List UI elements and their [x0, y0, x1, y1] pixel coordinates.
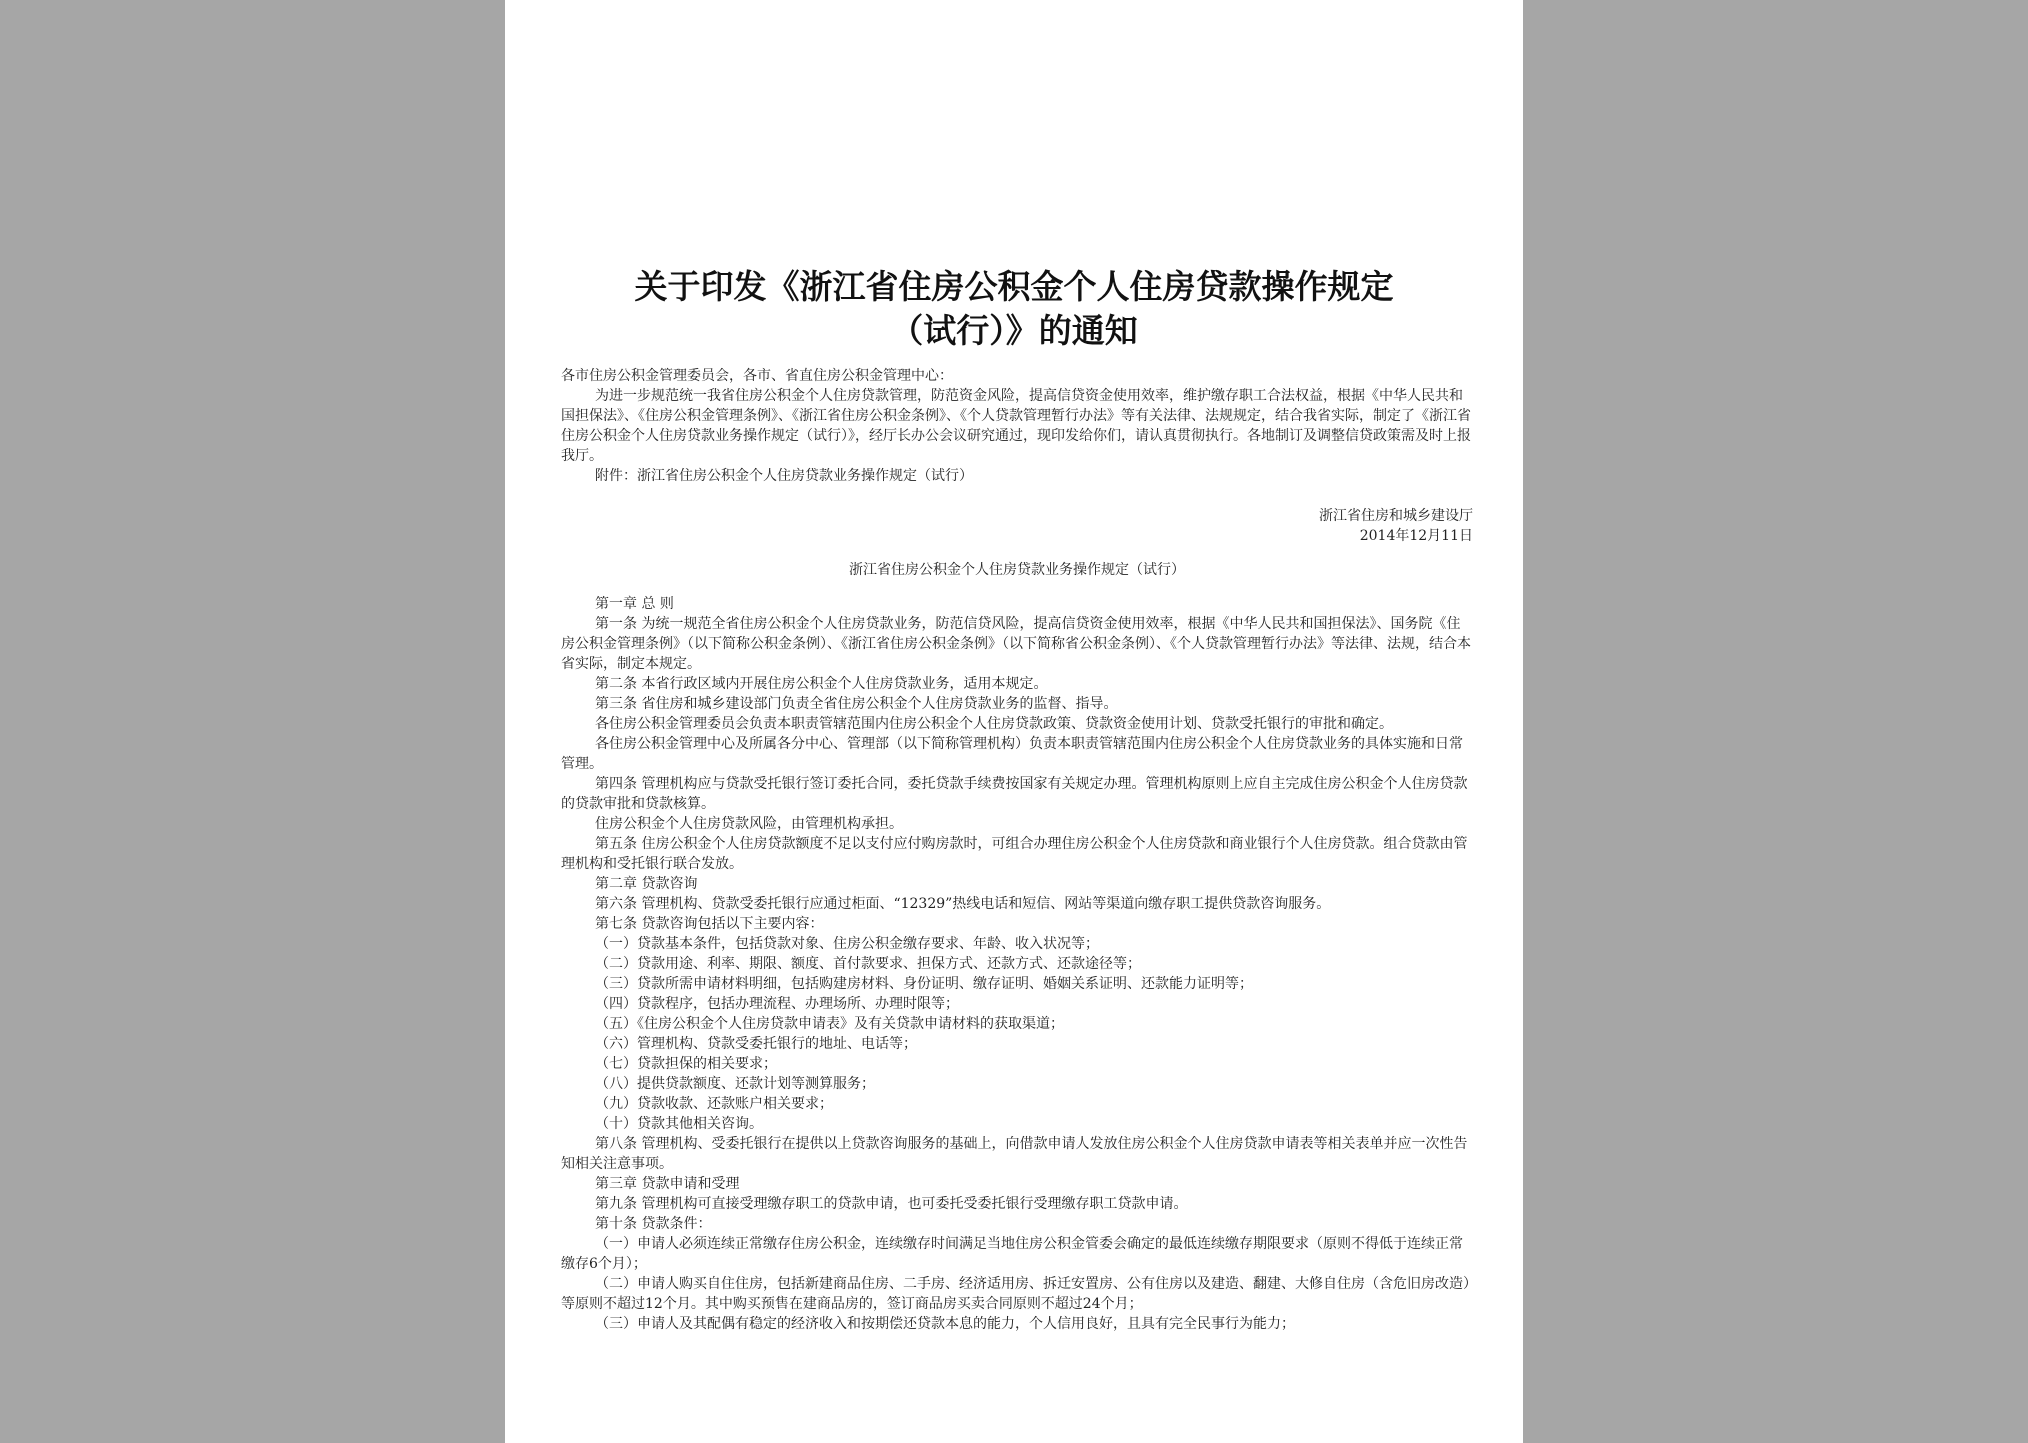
rules-paragraph: 第八条 管理机构、受委托银行在提供以上贷款咨询服务的基础上，向借款申请人发放住房公积金个人住房贷款申请表等相关表单并应一次性告知相关注意事项。	[561, 1136, 1468, 1172]
rules-paragraph: 各住房公积金管理中心及所属各分中心、管理部（以下简称管理机构）负责本职责管辖范围内住房公积金个人住房贷款业务的具体实施和日常管理。	[561, 736, 1463, 772]
rules-paragraph: 第四条 管理机构应与贷款受托银行签订委托合同，委托贷款手续费按国家有关规定办理。管理机构原则上应自主完成住房公积金个人住房贷款的贷款审批和贷款核算。	[561, 776, 1468, 812]
rules-list-item: （四）贷款程序，包括办理流程、办理场所、办理时限等；	[595, 996, 959, 1012]
notice-issuer: 浙江省住房和城乡建设厅	[1319, 508, 1473, 524]
rules-paragraph: 第一章 总 则	[595, 596, 674, 612]
rules-paragraph: 第六条 管理机构、贷款受委托银行应通过柜面、“12329”热线电话和短信、网站等渠道向缴存职工提供贷款咨询服务。	[595, 896, 1331, 912]
rules-paragraph: 第十条 贷款条件：	[595, 1216, 712, 1232]
rules-list-item: （九）贷款收款、还款账户相关要求；	[595, 1096, 833, 1112]
document-body	[561, 366, 1473, 1334]
document-title-line-2: （试行）》的通知	[890, 311, 1138, 350]
notice-paragraph: 为进一步规范统一我省住房公积金个人住房贷款管理，防范资金风险，提高信贷资金使用效率，维护缴存职工合法权益，根据《中华人民共和国担保法》、《住房公积金管理条例》、《浙江省住房公积金条例》、《个人贷款管理暂行办法》等有关法律、法规规定，结合我省实际，制定了《浙江省住房公积金个人住房贷款业务操作规定（试行）》，经厅长办公会议研究通过，现印发给你们，请认真贯彻执行。各地制订及调整信贷政策需及时上报我厅。	[561, 388, 1471, 464]
rules-paragraph: 第七条 贷款咨询包括以下主要内容：	[595, 916, 824, 932]
document-title-line-1: 关于印发《浙江省住房公积金个人住房贷款操作规定	[634, 267, 1394, 306]
rules-list-item: （十）贷款其他相关咨询。	[595, 1116, 763, 1132]
rules-list-item: （三）贷款所需申请材料明细，包括购建房材料、身份证明、缴存证明、婚姻关系证明、还款能力证明等；	[595, 976, 1253, 992]
rules-paragraph: 第二条 本省行政区域内开展住房公积金个人住房贷款业务，适用本规定。	[595, 676, 1048, 692]
notice-addressee: 各市住房公积金管理委员会，各市、省直住房公积金管理中心：	[561, 368, 953, 384]
rules-list-item: （六）管理机构、贷款受委托银行的地址、电话等；	[595, 1036, 917, 1052]
rules-paragraph: 第三条 省住房和城乡建设部门负责全省住房公积金个人住房贷款业务的监督、指导。	[595, 696, 1118, 712]
notice-attachment: 附件：浙江省住房公积金个人住房贷款业务操作规定（试行）	[595, 468, 973, 484]
rules-paragraph: 第二章 贷款咨询	[595, 876, 698, 892]
rules-list-item: （一）贷款基本条件，包括贷款对象、住房公积金缴存要求、年龄、收入状况等；	[595, 936, 1099, 952]
rules-list-item: （二）贷款用途、利率、期限、额度、首付款要求、担保方式、还款方式、还款途径等；	[595, 956, 1141, 972]
rules-list-item: （七）贷款担保的相关要求；	[595, 1056, 777, 1072]
rules-paragraph: 第五条 住房公积金个人住房贷款额度不足以支付应付购房款时，可组合办理住房公积金个人住房贷款和商业银行个人住房贷款。组合贷款由管理机构和受托银行联合发放。	[561, 836, 1468, 872]
rules-paragraph: 第三章 贷款申请和受理	[595, 1176, 740, 1192]
rules-list-item: （五）《住房公积金个人住房贷款申请表》及有关贷款申请材料的获取渠道；	[595, 1016, 1064, 1032]
document-page	[505, 0, 1523, 1443]
notice-date: 2014年12月11日	[1359, 528, 1473, 544]
rules-list-item: （一）申请人必须连续正常缴存住房公积金，连续缴存时间满足当地住房公积金管委会确定的最低连续缴存期限要求（原则不得低于连续正常缴存6个月）；	[561, 1236, 1463, 1272]
rules-paragraph: 住房公积金个人住房贷款风险，由管理机构承担。	[595, 816, 903, 832]
rules-list-item: （二）申请人购买自住住房，包括新建商品住房、二手房、经济适用房、拆迁安置房、公有住房以及建造、翻建、大修自住房（含危旧房改造）等原则不超过12个月。其中购买预售在建商品房的，签订商品房买卖合同原则不超过24个月；	[561, 1276, 1470, 1312]
rules-paragraph: 第九条 管理机构可直接受理缴存职工的贷款申请，也可委托受委托银行受理缴存职工贷款申请。	[595, 1196, 1188, 1212]
rules-title: 浙江省住房公积金个人住房贷款业务操作规定（试行）	[849, 562, 1185, 578]
rules-list-item: （三）申请人及其配偶有稳定的经济收入和按期偿还贷款本息的能力，个人信用良好，且具有完全民事行为能力；	[595, 1316, 1295, 1332]
rules-list-item: （八）提供贷款额度、还款计划等测算服务；	[595, 1076, 875, 1092]
rules-paragraph: 第一条 为统一规范全省住房公积金个人住房贷款业务，防范信贷风险，提高信贷资金使用效率，根据《中华人民共和国担保法》、国务院《住房公积金管理条例》（以下简称公积金条例）、《浙江省住房公积金条例》（以下简称省公积金条例）、《个人贷款管理暂行办法》等法律、法规，结合本省实际，制定本规定。	[561, 616, 1471, 672]
rules-paragraph: 各住房公积金管理委员会负责本职责管辖范围内住房公积金个人住房贷款政策、贷款资金使用计划、贷款受托银行的审批和确定。	[595, 716, 1393, 732]
